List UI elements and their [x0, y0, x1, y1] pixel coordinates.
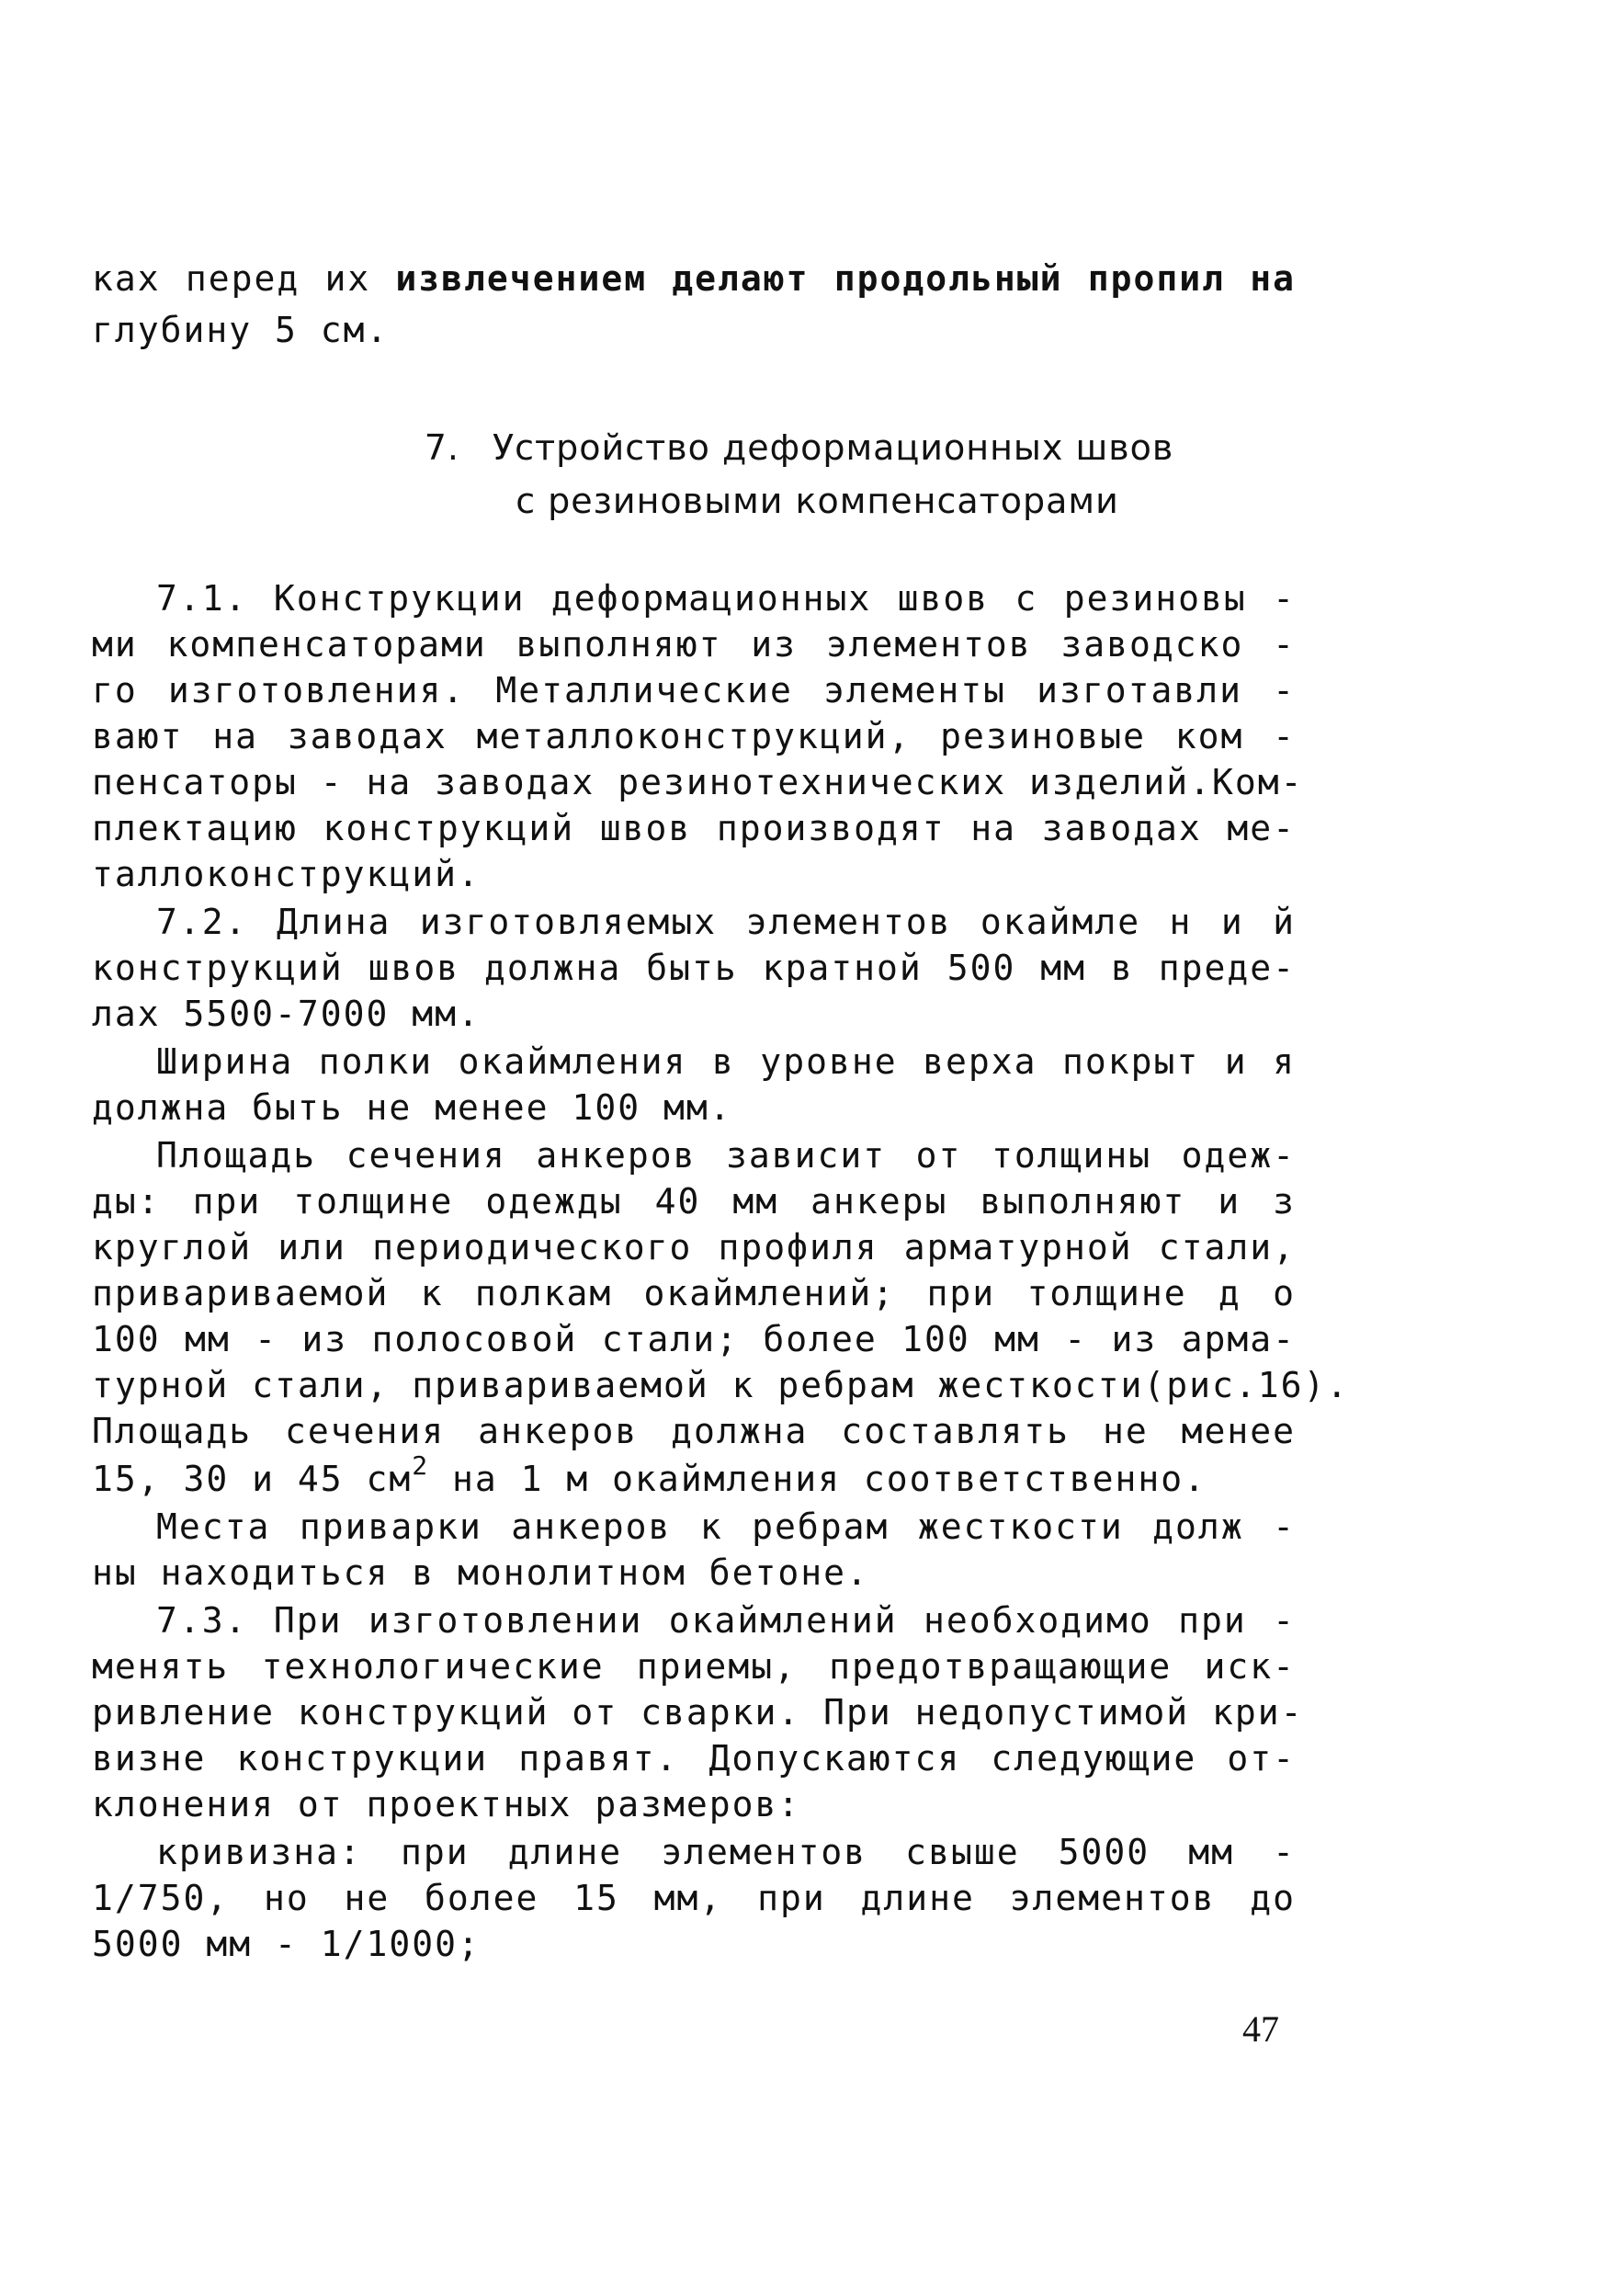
intro-line-1	[92, 256, 1296, 301]
p73-line: ривление конструкций от сварки. При недопустимой кри-	[92, 1692, 1304, 1733]
p72-anchors-line: Площадь сечения анкеров зависит от толщины одеж-	[156, 1135, 1296, 1176]
anchors-area-values: 15, 30 и 45 см	[92, 1459, 413, 1499]
intro-line-2: глубину 5 см.	[92, 310, 390, 350]
p73-line: 7.3. При изготовлении окаймлений необходимо при -	[156, 1600, 1296, 1641]
p71-line: вают на заводах металлоконструкций, резиновые ком -	[92, 716, 1296, 756]
p71-line: ми компенсаторами выполняют из элементов заводско -	[92, 624, 1296, 665]
anchors-area-rest: на 1 м окаймления соответственно.	[429, 1459, 1207, 1499]
intro-line-1-plain: ках перед их	[92, 258, 396, 299]
p72-anchors-line: Площадь сечения анкеров должна составлять не менее	[92, 1411, 1296, 1451]
section-title-line-1: Устройство деформационных швов	[492, 427, 1174, 468]
p73-curvature-line: 1/750, но не более 15 мм, при длине элементов до	[92, 1878, 1296, 1918]
p72-welding-line: ны находиться в монолитном бетоне.	[92, 1552, 869, 1593]
p72-welding-line: Места приварки анкеров к ребрам жесткости долж -	[156, 1506, 1296, 1547]
p71-line: 7.1. Конструкции деформационных швов с резиновы -	[156, 578, 1296, 619]
p73-curvature-line: кривизна: при длине элементов свыше 5000 мм -	[156, 1832, 1296, 1872]
p73-line: визне конструкции правят. Допускаются следующие от-	[92, 1738, 1296, 1779]
p72-line: лах 5500-7000 мм.	[92, 994, 481, 1034]
superscript-2: 2	[412, 1450, 430, 1481]
p71-line: плектацию конструкций швов производят на заводах ме-	[92, 808, 1296, 848]
p72-line: 7.2. Длина изготовляемых элементов окаймле н и й	[156, 902, 1296, 942]
p72-anchors-line: круглой или периодического профиля арматурной стали,	[92, 1227, 1296, 1267]
section-number: 7.	[424, 427, 459, 468]
p71-line: таллоконструкций.	[92, 854, 481, 894]
p72-anchors-line: привариваемой к полкам окаймлений; при толщине д о	[92, 1273, 1296, 1313]
p72-anchors-last-line	[92, 1450, 1296, 1506]
p72-line: конструкций швов должна быть кратной 500 мм в преде-	[92, 948, 1296, 988]
intro-line-1-bold: извлечением делают продольный пропил на	[395, 258, 1296, 299]
p72-anchors-line: турной стали, привариваемой к ребрам жесткости(рис.16).	[92, 1365, 1350, 1405]
p72-anchors-line: 100 мм - из полосовой стали; более 100 мм - из арма-	[92, 1319, 1296, 1359]
page-number: 47	[1242, 2008, 1279, 2050]
p72-width-line: должна быть не менее 100 мм.	[92, 1087, 732, 1128]
section-heading-line-1	[0, 423, 1598, 472]
section-heading-line-2: с резиновыми компенсаторами	[516, 481, 1119, 521]
p71-line: пенсаторы - на заводах резинотехнических изделий.Ком-	[92, 762, 1304, 802]
p73-curvature-line: 5000 мм - 1/1000;	[92, 1924, 481, 1964]
p73-line: клонения от проектных размеров:	[92, 1784, 801, 1824]
p72-width-line: Ширина полки окаймления в уровне верха покрыт и я	[156, 1041, 1296, 1082]
p73-line: менять технологические приемы, предотвращающие иск-	[92, 1646, 1296, 1687]
p72-anchors-line: ды: при толщине одежды 40 мм анкеры выполняют и з	[92, 1181, 1296, 1222]
p71-line: го изготовления. Металлические элементы изготавли -	[92, 670, 1296, 710]
